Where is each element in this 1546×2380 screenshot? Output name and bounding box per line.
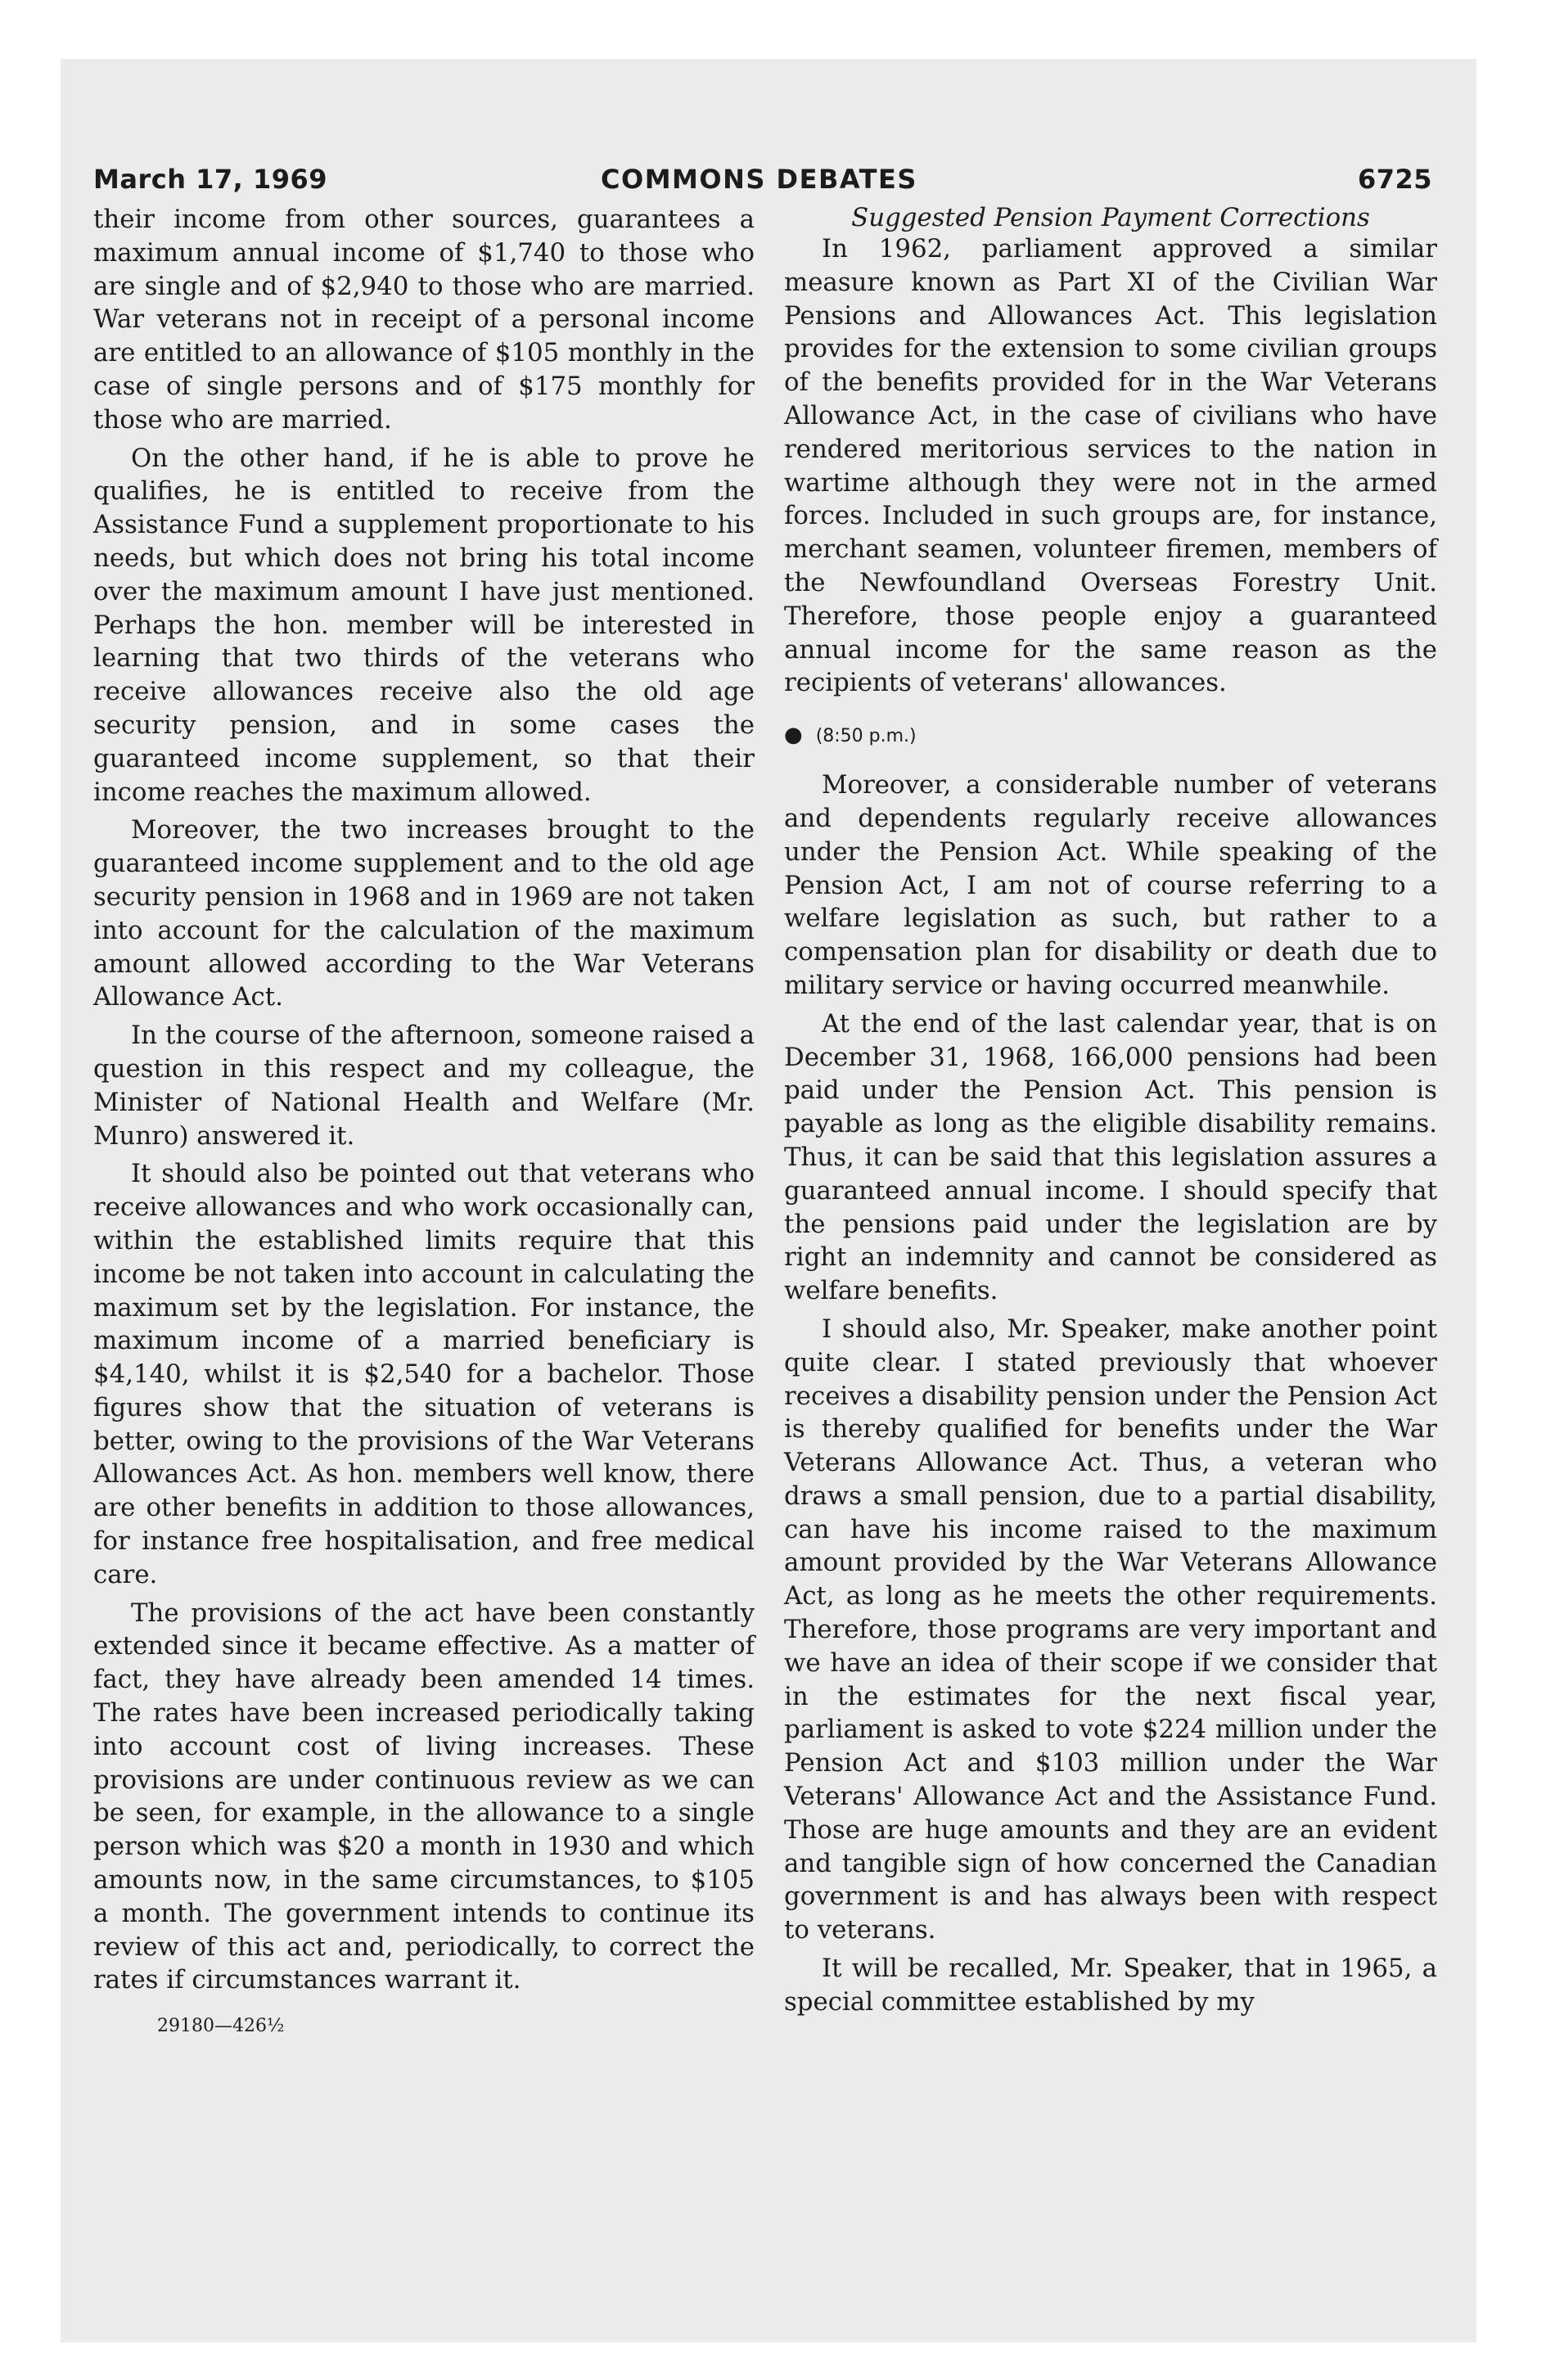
- paragraph: It will be recalled, Mr. Speaker, that in 1965, a special committee established by my: [784, 1954, 1437, 2017]
- time-marker: [784, 723, 1437, 749]
- right-column: [784, 203, 1437, 2019]
- page-header: [93, 164, 1432, 201]
- paragraph: their income from other sources, guarantees a maximum annual income of $1,740 to those who are single and of $2,940 to those who are married. War veterans not in receipt of a personal income are entitled to an allowance of $105 monthly in the case of single persons and of $175 monthly for those who are married.: [93, 205, 755, 435]
- paragraph: It should also be pointed out that veterans who receive allowances and who work occasionally can, within the established limits require that this income be not taken into account in calculating the maximum set by the legislation. For instance, the maximum income of a married beneficiary is $4,140, whilst it is $2,540 for a bachelor. Those figures show that the situation of veterans is better, owing to the provisions of the War Veterans Allowances Act. As hon. members well know, there are other benefits in addition to those allowances, for instance free hospitalisation, and free medical care.: [93, 1159, 755, 1589]
- section-subheading: Suggested Pension Payment Corrections: [851, 203, 1370, 232]
- print-code-footnote: 29180—426½: [157, 2016, 285, 2037]
- time-marker-text: (8:50 p.m.): [815, 726, 917, 747]
- left-column: [93, 203, 755, 2044]
- paragraph: In the course of the afternoon, someone raised a question in this respect and my colleague, the Minister of National Health and Welfare (Mr. Munro) answered it.: [93, 1021, 755, 1151]
- header-page-number: 6725: [1357, 164, 1432, 195]
- bullet-icon: ●: [784, 723, 803, 748]
- header-title: COMMONS DEBATES: [601, 164, 917, 195]
- paragraph: At the end of the last calendar year, that is on December 31, 1968, 166,000 pensions had been paid under the Pension Act. This pension is payable as long as the eligible disability remains. Thus, it can be said that this legislation assures a guaranteed annual income. I should specify that the pensions paid under the legislation are by right an indemnity and cannot be considered as welfare benefits.: [784, 1008, 1437, 1306]
- paragraph: I should also, Mr. Speaker, make another point quite clear. I stated previously that whoever receives a disability pension under the Pension Act is thereby qualified for benefits under the War Veterans Allowance Act. Thus, a veteran who draws a small pension, due to a partial disability, can have his income raised to the maximum amount provided by the War Veterans Allowance Act, as long as he meets the other requirements. Therefore, those programs are very important and we have an idea of their scope if we consider that in the estimates for the next fiscal year, parliament is asked to vote $224 million under the Pension Act and $103 million under the War Veterans' Allowance Act and the Assistance Fund. Those are huge amounts and they are an evident and tangible sign of how concerned the Canadian government is and has always been with respect to veterans.: [784, 1314, 1437, 1945]
- paragraph: On the other hand, if he is able to prove he qualifies, he is entitled to receive from the Assistance Fund a supplement proportionate to his needs, but which does not bring his total income over the maximum amount I have just mentioned. Perhaps the hon. member will be interested in learning that two thirds of the veterans who receive allowances receive also the old age security pension, and in some cases the guaranteed income supplement, so that their income reaches the maximum allowed.: [93, 443, 755, 807]
- header-date: March 17, 1969: [93, 164, 327, 195]
- paragraph: Moreover, the two increases brought to the guaranteed income supplement and to the old age security pension in 1968 and in 1969 are not taken into account for the calculation of the maximum amount allowed according to the War Veterans Allowance Act.: [93, 815, 755, 1012]
- paragraph: In 1962, parliament approved a similar measure known as Part XI of the Civilian War Pensions and Allowances Act. This legislation provides for the extension to some civilian groups of the benefits provided for in the War Veterans Allowance Act, in the case of civilians who have rendered meritorious services to the nation in wartime although they were not in the armed forces. Included in such groups are, for instance, merchant seamen, volunteer firemen, members of the Newfoundland Overseas Forestry Unit. Therefore, those people enjoy a guaranteed annual income for the same reason as the recipients of veterans' allowances.: [784, 234, 1437, 698]
- paragraph: The provisions of the act have been constantly extended since it became effective. As a matter of fact, they have already been amended 14 times. The rates have been increased periodically taking into account cost of living increases. These provisions are under continuous review as we can be seen, for example, in the allowance to a single person which was $20 a month in 1930 and which amounts now, in the same circumstances, to $105 a month. The government intends to continue its review of this act and, periodically, to correct the rates if circumstances warrant it.: [93, 1598, 755, 1995]
- paragraph: Moreover, a considerable number of veterans and dependents regularly receive allowances under the Pension Act. While speaking of the Pension Act, I am not of course referring to a welfare legislation as such, but rather to a compensation plan for disability or death due to military service or having occurred meanwhile.: [784, 770, 1437, 1000]
